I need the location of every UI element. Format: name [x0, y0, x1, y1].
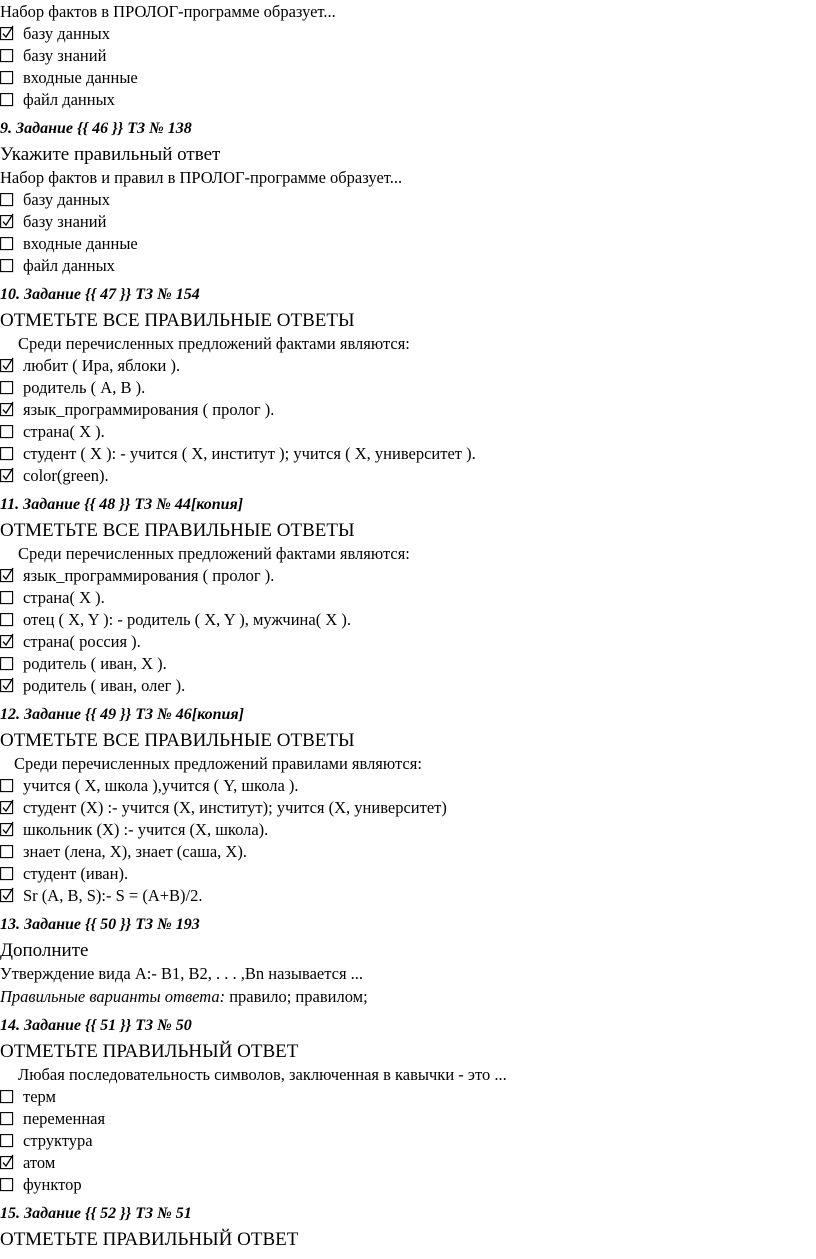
checkbox-checked[interactable] — [0, 887, 14, 903]
task-heading: 13. Задание {{ 50 }} ТЗ № 193 — [0, 916, 200, 933]
task-heading: 11. Задание {{ 48 }} ТЗ № 44[копия] — [0, 496, 244, 513]
answer-option-label: входные данные — [23, 68, 138, 87]
task-instruction: ОТМЕТЬТЕ ВСЕ ПРАВИЛЬНЫЕ ОТВЕТЫ — [0, 520, 355, 541]
answer-option-label: терм — [23, 1087, 56, 1106]
answer-option — [0, 1175, 82, 1195]
task-instruction: Укажите правильный ответ — [0, 144, 221, 165]
task-instruction: ОТМЕТЬТЕ ПРАВИЛЬНЫЙ ОТВЕТ — [0, 1229, 299, 1250]
checkbox-unchecked[interactable] — [0, 611, 14, 627]
answer-option-label: Sr (A, B, S):- S = (A+B)/2. — [23, 886, 203, 905]
checkbox-unchecked[interactable] — [0, 257, 14, 273]
question-text: Среди перечисленных предложений фактами являются: — [18, 334, 410, 353]
answer-option — [0, 776, 299, 796]
task-instruction: Дополните — [0, 940, 89, 961]
answer-option — [0, 466, 109, 486]
checkbox-unchecked[interactable] — [0, 191, 14, 207]
checkbox-unchecked[interactable] — [0, 47, 14, 63]
checkbox-unchecked[interactable] — [0, 1110, 14, 1126]
answer-option-label: родитель ( А, В ). — [23, 378, 146, 397]
answer-option — [0, 1087, 56, 1107]
checkbox-unchecked[interactable] — [0, 1088, 14, 1104]
task-heading: 10. Задание {{ 47 }} ТЗ № 154 — [0, 286, 200, 303]
checkbox-checked[interactable] — [0, 799, 14, 815]
checkbox-checked[interactable] — [0, 401, 14, 417]
checkbox-unchecked[interactable] — [0, 777, 14, 793]
checkbox-checked[interactable] — [0, 357, 14, 373]
answer-option-label: атом — [23, 1153, 56, 1172]
checkbox-unchecked[interactable] — [0, 843, 14, 859]
answer-option-label: отец ( X, Y ): - родитель ( X, Y ), мужчина( X ). — [23, 610, 351, 629]
correct-answers-label: Правильные варианты ответа: — [0, 987, 226, 1006]
checkbox-unchecked[interactable] — [0, 655, 14, 671]
answer-option — [0, 676, 185, 696]
answer-option-label: страна( Х ). — [23, 588, 105, 607]
checkbox-unchecked[interactable] — [0, 445, 14, 461]
checkbox-unchecked[interactable] — [0, 865, 14, 881]
answer-option — [0, 632, 141, 652]
answer-option-label: студент (Х) :- учится (Х, институт); учится (Х, университет) — [23, 798, 447, 817]
answer-option — [0, 212, 106, 232]
answer-option — [0, 46, 106, 66]
checkbox-unchecked[interactable] — [0, 69, 14, 85]
answer-option-label: любит ( Ира, яблоки ). — [23, 356, 181, 375]
answer-option — [0, 588, 105, 608]
task-heading: 14. Задание {{ 51 }} ТЗ № 50 — [0, 1017, 192, 1034]
answer-option-label: знает (лена, X), знает (саша, X). — [23, 842, 247, 861]
answer-option — [0, 566, 274, 586]
checkbox-unchecked[interactable] — [0, 423, 14, 439]
answer-option — [0, 886, 203, 906]
task-instruction: ОТМЕТЬТЕ ПРАВИЛЬНЫЙ ОТВЕТ — [0, 1041, 299, 1062]
checkbox-checked[interactable] — [0, 677, 14, 693]
answer-option-label: функтор — [23, 1175, 82, 1194]
answer-option-label: страна( Х ). — [23, 422, 105, 441]
correct-answers-value: правило; правилом; — [225, 987, 368, 1006]
answer-option — [0, 820, 268, 840]
answer-option-label: базу данных — [23, 190, 110, 209]
checkbox-checked[interactable] — [0, 25, 14, 41]
answer-option-label: язык_программирования ( пролог ). — [23, 400, 275, 419]
task-heading: 15. Задание {{ 52 }} ТЗ № 51 — [0, 1205, 192, 1222]
answer-option — [0, 234, 138, 254]
answer-option — [0, 422, 105, 442]
correct-answers — [0, 987, 368, 1007]
checkbox-unchecked[interactable] — [0, 91, 14, 107]
answer-option — [0, 190, 110, 210]
answer-option — [0, 24, 110, 44]
answer-option-label: язык_программирования ( пролог ). — [23, 566, 275, 585]
answer-option-label: базу знаний — [23, 46, 107, 65]
answer-option-label: родитель ( иван, олег ). — [23, 676, 186, 695]
checkbox-unchecked[interactable] — [0, 1176, 14, 1192]
task-instruction: ОТМЕТЬТЕ ВСЕ ПРАВИЛЬНЫЕ ОТВЕТЫ — [0, 730, 355, 751]
answer-option — [0, 654, 167, 674]
task-heading: 9. Задание {{ 46 }} ТЗ № 138 — [0, 120, 192, 137]
checkbox-unchecked[interactable] — [0, 589, 14, 605]
answer-option-label: базу данных — [23, 24, 110, 43]
question-text: Среди перечисленных предложений правилами являются: — [14, 754, 422, 773]
answer-option — [0, 842, 247, 862]
checkbox-unchecked[interactable] — [0, 379, 14, 395]
checkbox-checked[interactable] — [0, 1154, 14, 1170]
question-text: Утверждение вида А:- В1, В2, . . . ,Вn называется ... — [0, 964, 364, 983]
answer-option-label: студент (иван). — [23, 864, 129, 883]
answer-option-label: переменная — [23, 1109, 106, 1128]
checkbox-checked[interactable] — [0, 821, 14, 837]
answer-option — [0, 864, 128, 884]
answer-option-label: входные данные — [23, 234, 138, 253]
answer-option-label: файл данных — [23, 256, 115, 275]
checkbox-unchecked[interactable] — [0, 235, 14, 251]
answer-option — [0, 1153, 55, 1173]
question-text: Любая последовательность символов, заключенная в кавычки - это ... — [18, 1065, 507, 1084]
answer-option — [0, 798, 447, 818]
checkbox-checked[interactable] — [0, 467, 14, 483]
answer-option-label: родитель ( иван, Х ). — [23, 654, 167, 673]
answer-option-label: файл данных — [23, 90, 115, 109]
answer-option — [0, 610, 351, 630]
answer-option — [0, 356, 180, 376]
answer-option — [0, 378, 145, 398]
answer-option — [0, 90, 115, 110]
answer-option — [0, 400, 274, 420]
answer-option-label: базу знаний — [23, 212, 107, 231]
answer-option — [0, 1131, 93, 1151]
question-text: Среди перечисленных предложений фактами являются: — [18, 544, 410, 563]
answer-option-label: color(green). — [23, 466, 109, 485]
question-text: Набор фактов и правил в ПРОЛОГ-программе образует... — [0, 168, 403, 187]
answer-option-label: школьник (Х) :- учится (Х, школа). — [23, 820, 269, 839]
checkbox-checked[interactable] — [0, 633, 14, 649]
task-heading: 12. Задание {{ 49 }} ТЗ № 46[копия] — [0, 706, 244, 723]
checkbox-unchecked[interactable] — [0, 1132, 14, 1148]
checkbox-checked[interactable] — [0, 213, 14, 229]
task-instruction: ОТМЕТЬТЕ ВСЕ ПРАВИЛЬНЫЕ ОТВЕТЫ — [0, 310, 355, 331]
checkbox-checked[interactable] — [0, 567, 14, 583]
question-text: Набор фактов в ПРОЛОГ-программе образует... — [0, 2, 336, 21]
answer-option-label: учится ( X, школа ),учится ( Y, школа ). — [23, 776, 299, 795]
answer-option-label: страна( россия ). — [23, 632, 141, 651]
answer-option-label: структура — [23, 1131, 93, 1150]
answer-option — [0, 444, 476, 464]
answer-option — [0, 68, 138, 88]
answer-option — [0, 256, 115, 276]
answer-option-label: студент ( Х ): - учится ( Х, институт ); учится ( Х, университет ). — [23, 444, 476, 463]
answer-option — [0, 1109, 105, 1129]
